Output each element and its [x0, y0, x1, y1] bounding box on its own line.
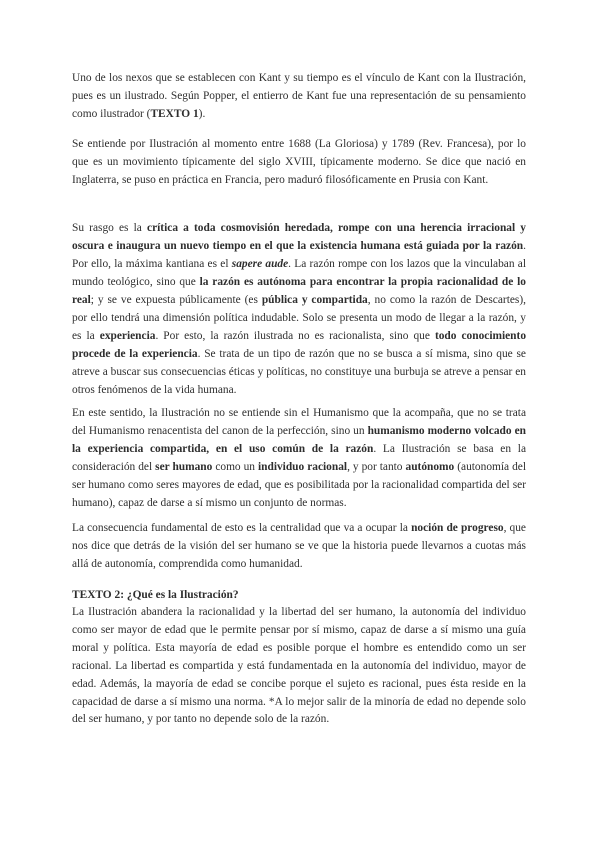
bold-text: todo conocimiento procede de la experiencia — [72, 330, 527, 360]
section-title-label: TEXTO 2 — [72, 589, 121, 601]
bold-text: crítica a toda cosmovisión heredada, rompe con una herencia irracional y oscura e inaugura un nuevo tiempo en el que la existencia humana está guiada por la razón — [72, 222, 527, 252]
paragraph-humanismo: En este sentido, la Ilustración no se entiende sin el Humanismo que la acompaña, que no se trata del Humanismo renacentista del canon de la perfección, sino un humanismo moderno volcado en la experiencia compartida, en el uso común de la razón. La Ilustración se basa en la consideración del ser humano como un individuo racional, y por tanto autónomo (autonomía del ser humano como seres mayores de edad, que es posibilitada por la racionalidad compartida del ser humano), capaz de darse a sí mismo un conjunto de normas. — [72, 407, 527, 509]
bold-text: la razón es autónoma para encontrar la propia racionalidad de lo real — [72, 276, 526, 306]
bold-text: humanismo moderno volcado en la experiencia compartida, en el uso común de la razón — [72, 425, 526, 455]
section-title-texto-2 — [72, 586, 526, 604]
bold-text: individuo racional — [257, 461, 348, 473]
section-title-separator: : — [120, 589, 127, 601]
paragraph-definicion-ilustracion: Se entiende por Ilustración al momento entre 1688 (La Gloriosa) y 1789 (Rev. Francesa), por lo que es un movimiento típicamente del siglo XVIII, típicamente moderno. Se dice que nació en Inglaterra, se puso en práctica en Francia, pero maduró filosóficamente en Prusia con Kant. — [72, 138, 526, 186]
paragraph-progreso: La consecuencia fundamental de esto es la centralidad que va a ocupar la noción de progreso, que nos dice que detrás de la visión del ser humano se ve que la historia puede llevarnos a cuotas más allá de autonomía, comprendida como humanidad. — [72, 522, 526, 570]
paragraph-texto-2-body: La Ilustración abandera la racionalidad y la libertad del ser humano, la autonomía del individuo como ser mayor de edad que le permite pensar por sí mismo, capaz de darse a sí mismo una guía moral y política. Esta mayoría de edad es posible porque el hombre es entendido como un ser racional. La libertad es compartida y está fundamentada en la autonomía del individuo, mayor de edad. Además, la mayoría de edad se concibe porque el sujeto es racional, pues ésta reside en la capacidad de darse a sí mismo una norma. *A lo mejor salir de la minoría de edad no depende solo del ser humano, y por tanto no depende solo de la razón. — [72, 606, 526, 726]
bold-text: TEXTO 1 — [150, 108, 199, 120]
section-title-question: ¿Qué es la Ilustración? — [126, 589, 239, 601]
bold-text: sapere aude — [231, 258, 289, 270]
bold-text: pública y compartida — [261, 294, 368, 306]
bold-text: noción de progreso — [411, 522, 504, 534]
bold-text: autónomo — [405, 461, 455, 473]
bold-text: experiencia — [99, 330, 156, 342]
paragraph-kant-ilustracion: Uno de los nexos que se establecen con Kant y su tiempo es el vínculo de Kant con la Ilustración, pues es un ilustrado. Según Popper, el entierro de Kant fue una representación de su pensamiento como ilustrador (TEXTO 1). — [72, 72, 526, 120]
paragraph-rasgo-critica: Su rasgo es la crítica a toda cosmovisión heredada, rompe con una herencia irracional y oscura e inaugura un nuevo tiempo en el que la existencia humana está guiada por la razón. Por ello, la máxima kantiana es el sapere aude. La razón rompe con los lazos que la vinculaban al mundo teológico, sino que la razón es autónoma para encontrar la propia racionalidad de lo real; y se ve expuesta públicamente (es pública y compartida, no como la razón de Descartes), por ello tendrá una dimensión política indudable. Solo se presenta un modo de llegar a la razón, y es la experiencia. Por esto, la razón ilustrada no es racionalista, sino que todo conocimiento procede de la experiencia. Se trata de un tipo de razón que no se busca a sí misma, sino que se atreve a buscar sus consecuencias éticas y políticas, no constituye una burbuja se atreve a pensar en otros fenómenos de la vida humana. — [72, 222, 527, 396]
bold-text: ser humano — [155, 461, 213, 473]
